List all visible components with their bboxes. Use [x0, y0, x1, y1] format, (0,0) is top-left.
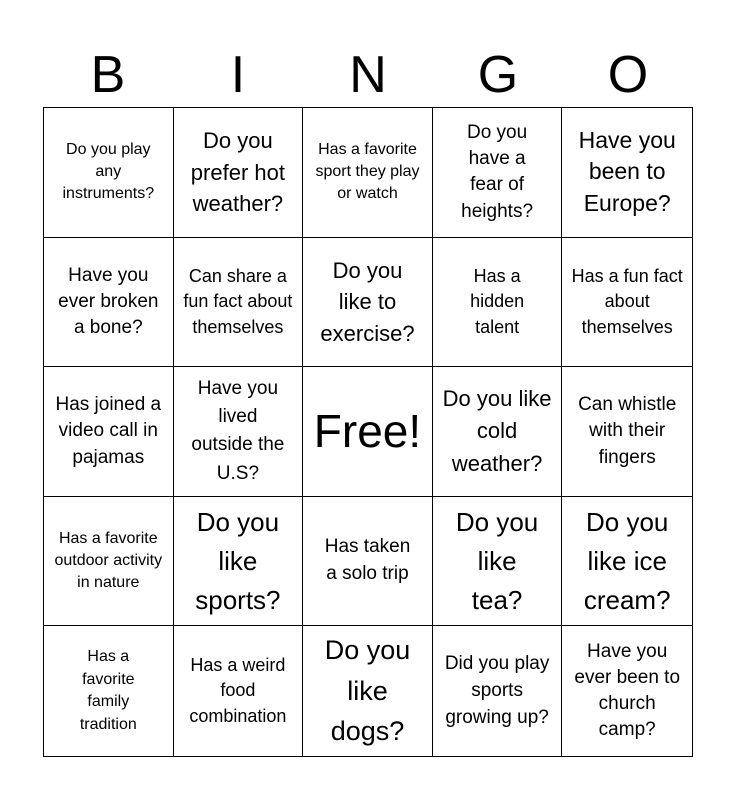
cell-text: Has a favorite sport they play or watch	[315, 140, 420, 203]
cell-text: Has a favorite outdoor activity in nature	[54, 530, 163, 591]
cell-text: Has a fun fact about themselves	[571, 265, 683, 337]
bingo-header	[43, 42, 693, 108]
bingo-cell[interactable]	[44, 626, 174, 756]
cell-text: Have you lived outside the U.S?	[191, 378, 285, 484]
cell-text: Has a weird food combination	[189, 654, 287, 726]
bingo-cell[interactable]	[562, 367, 692, 497]
bingo-cell[interactable]	[562, 497, 692, 627]
bingo-board	[43, 107, 693, 757]
cell-text: Has a hidden talent	[470, 265, 525, 337]
bingo-cell[interactable]	[433, 626, 563, 756]
bingo-cell[interactable]	[174, 108, 304, 238]
bingo-cell[interactable]	[433, 367, 563, 497]
cell-text: Do you like ice cream?	[583, 506, 671, 615]
bingo-cell[interactable]	[174, 238, 304, 368]
cell-text: Do you prefer hot weather?	[190, 128, 285, 216]
bingo-cell[interactable]	[433, 108, 563, 238]
free-space-text: Free!	[313, 405, 422, 458]
bingo-cell[interactable]	[44, 108, 174, 238]
header-letter-g: G	[477, 46, 519, 104]
header-letter-b: B	[90, 46, 126, 104]
bingo-cell[interactable]	[562, 108, 692, 238]
bingo-cell[interactable]	[303, 497, 433, 627]
cell-text: Do you like sports?	[195, 506, 281, 615]
bingo-cell[interactable]	[174, 497, 304, 627]
cell-text: Can share a fun fact about themselves	[183, 265, 293, 337]
bingo-cell[interactable]	[174, 626, 304, 756]
cell-text: Do you like dogs?	[324, 635, 411, 747]
cell-text: Have you ever broken a bone?	[58, 264, 159, 338]
cell-text: Do you play any instruments?	[62, 140, 155, 203]
bingo-cell[interactable]	[44, 497, 174, 627]
free-space[interactable]	[303, 367, 433, 497]
cell-text: Can whistle with their fingers	[578, 394, 677, 468]
bingo-cell[interactable]	[303, 238, 433, 368]
bingo-cell[interactable]	[433, 497, 563, 627]
bingo-cell[interactable]	[44, 238, 174, 368]
bingo-cell[interactable]	[303, 626, 433, 756]
cell-text: Has a favorite family tradition	[79, 648, 137, 733]
cell-text: Do you have a fear of heights?	[461, 121, 534, 222]
bingo-cell[interactable]	[44, 367, 174, 497]
bingo-cell[interactable]	[303, 108, 433, 238]
header-letter-i: I	[230, 46, 246, 104]
cell-text: Did you play sports growing up?	[444, 652, 550, 728]
bingo-cell[interactable]	[433, 238, 563, 368]
cell-text: Do you like to exercise?	[320, 258, 415, 346]
bingo-cell[interactable]	[562, 626, 692, 756]
bingo-cell[interactable]	[562, 238, 692, 368]
cell-text: Has joined a video call in pajamas	[55, 394, 162, 468]
cell-text: Do you like tea?	[455, 506, 539, 615]
header-letter-n: N	[349, 46, 387, 104]
header-letter-o: O	[607, 46, 649, 104]
cell-text: Has taken a solo trip	[324, 536, 411, 585]
bingo-cell[interactable]	[174, 367, 304, 497]
cell-text: Have you ever been to church camp?	[574, 640, 681, 741]
cell-text: Have you been to Europe?	[578, 126, 676, 217]
cell-text: Do you like cold weather?	[442, 386, 552, 476]
